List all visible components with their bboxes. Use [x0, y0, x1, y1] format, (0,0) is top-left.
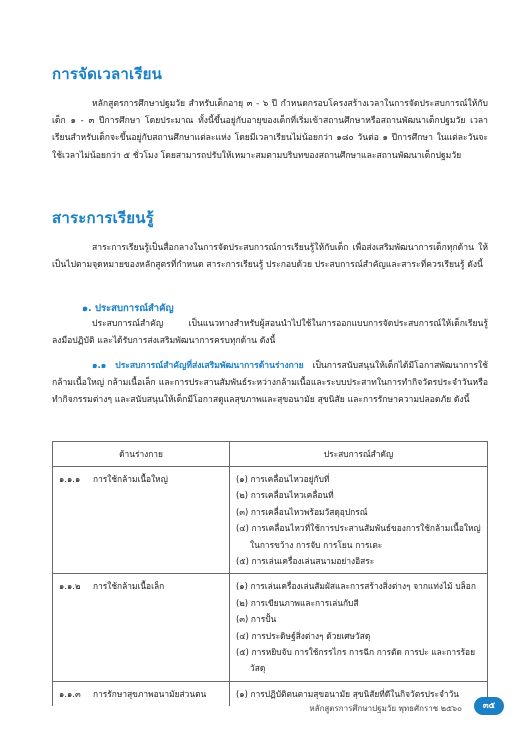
- page-number-badge: ๓๕: [474, 697, 504, 715]
- experience-cell: [230, 574, 488, 681]
- section-title-content: สาระการเรียนรู้: [52, 209, 154, 227]
- experience-item: (๑) การเคลื่อนไหวอยู่กับที่: [236, 474, 330, 484]
- physical-development-highlight: ๑.๑ ประสบการณ์สำคัญที่ส่งเสริมพัฒนาการด้านร่างกาย: [92, 361, 304, 371]
- content-paragraph: สาระการเรียนรู้เป็นสื่อกลางในการจัดประสบการณ์การเรียนรู้ให้กับเด็ก เพื่อส่งเสริมพัฒนาการเด็กทุกด้าน ให้เป็นไปตามจุดหมายของหลักสูตรที่กำหนด สาระการเรียนรู้ ประกอบด้วย ประสบการณ์สำคัญและสาระที่ควรเรียนรู้ ดังนี้: [52, 243, 488, 271]
- area-number: ๑.๑.๑: [59, 474, 81, 484]
- experience-cell: [230, 467, 488, 574]
- experience-item: (๕) การหยิบจับ การใช้กรรไกร การฉีก การตัด การปะ และการร้อยวัสดุ: [236, 647, 475, 674]
- experience-table: [52, 441, 488, 707]
- experience-item: (๕) การเล่นเครื่องเล่นสนามอย่างอิสระ: [236, 556, 375, 567]
- subheading-key-experience: ๑. ประสบการณ์สำคัญ: [82, 303, 174, 314]
- table-header-physical: ด้านร่างกาย: [53, 442, 230, 467]
- table-header-experience: ประสบการณ์สำคัญ: [230, 442, 488, 467]
- area-cell: [53, 574, 230, 681]
- experience-item-continuation: ในการขว้าง การจับ การโยน การเตะ: [250, 539, 383, 550]
- experience-item: (๓) การปั้น: [236, 614, 277, 625]
- area-number: ๑.๑.๒: [59, 581, 81, 592]
- section-title-schedule: การจัดเวลาเรียน: [52, 65, 163, 83]
- schedule-paragraph: หลักสูตรการศึกษาปฐมวัย สำหรับเด็กอายุ ๓ - ๖ ปี กำหนดกรอบโครงสร้างเวลาในการจัดประสบการณ์ให้กับเด็ก ๑ - ๓ ปีการศึกษา โดยประมาณ ทั้งนี้ขึ้นอยู่กับอายุของเด็กที่เริ่มเข้าสถานศึกษาหรือสถานพัฒนาเด็กปฐมวัย เวลาเรียนสำหรับเด็กจะขึ้นอยู่กับสถานศึกษาแต่ละแห่ง โดยมีเวลาเรียนไม่น้อยกว่า ๑๘๐ วันต่อ ๑ ปีการศึกษา ในแต่ละวันจะใช้เวลาไม่น้อยกว่า ๕ ชั่วโมง โดยสามารถปรับให้เหมาะสมตามบริบทของสถานศึกษาและสถานพัฒนาเด็กปฐมวัย: [52, 99, 488, 161]
- area-label: การใช้กล้ามเนื้อใหญ่: [93, 474, 168, 484]
- experience-item: (๑) การปฏิบัติตนตามสุขอนามัย สุขนิสัยที่ดีในกิจวัตรประจำวัน: [236, 688, 460, 699]
- footer-title: หลักสูตรการศึกษาปฐมวัย พุทธศักราช ๒๕๖๐: [309, 704, 462, 713]
- area-number: ๑.๑.๓: [59, 688, 81, 699]
- physical-development-paragraph: [52, 358, 488, 410]
- physical-development-text: เป็นการสนับสนุนให้เด็กได้มีโอกาสพัฒนาการใช้กล้ามเนื้อใหญ่ กล้ามเนื้อเล็ก และการประสานสัมพันธ์ระหว่างกล้ามเนื้อและระบบประสาทในการทำกิจวัตรประจำวันหรือทำกิจกรรมต่างๆ และสนับสนุนให้เด็กมีโอกาสดูแลสุขภาพและสุขอนามัย สุขนิสัย และการรักษาความปลอดภัย ดังนี้: [52, 361, 489, 406]
- area-label: การใช้กล้ามเนื้อเล็ก: [93, 581, 165, 592]
- experience-item: (๓) การเคลื่อนไหวพร้อมวัสดุอุปกรณ์: [236, 506, 368, 517]
- experience-item: (๒) การเคลื่อนไหวเคลื่อนที่: [236, 490, 334, 501]
- experience-item: (๒) การเขียนภาพและการเล่นกับสี: [236, 597, 359, 608]
- experience-item: (๑) การเล่นเครื่องเล่นสัมผัสและการสร้างสิ่งต่างๆ จากแท่งไม้ บล็อก: [236, 581, 476, 592]
- table-row: [53, 574, 488, 681]
- area-cell: [53, 681, 230, 706]
- key-experience-paragraph: ประสบการณ์สำคัญ เป็นแนวทางสำหรับผู้สอนนำไปใช้ในการออกแบบการจัดประสบการณ์ให้เด็กเรียนรู้ ลงมือปฏิบัติ และได้รับการส่งเสริมพัฒนาการครบทุกด้าน ดังนี้: [52, 319, 488, 347]
- area-label: การรักษาสุขภาพอนามัยส่วนตน: [93, 688, 207, 699]
- area-cell: [53, 467, 230, 574]
- experience-item: (๔) การประดิษฐ์สิ่งต่างๆ ด้วยเศษวัสดุ: [236, 630, 371, 641]
- table-row: [53, 467, 488, 574]
- experience-item: (๔) การเคลื่อนไหวที่ใช้การประสานสัมพันธ์ของการใช้กล้ามเนื้อใหญ่: [236, 523, 481, 534]
